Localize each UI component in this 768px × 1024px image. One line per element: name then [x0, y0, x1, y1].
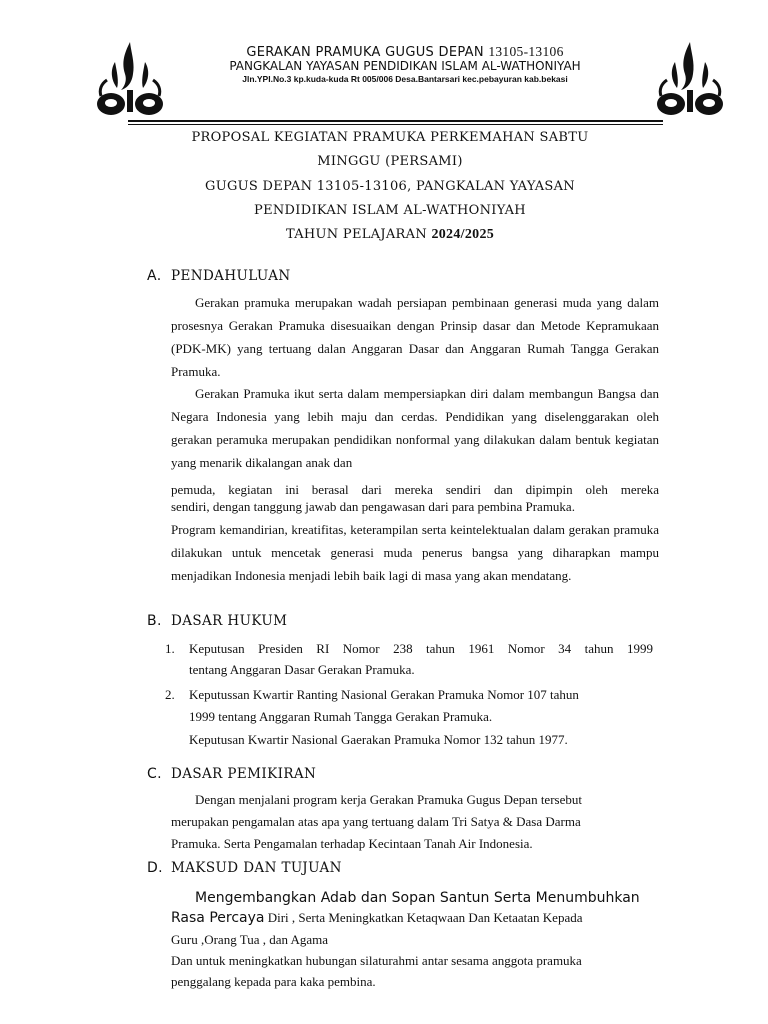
- section-d-line-4: Dan untuk meningkatkan hubungan silaturahmi antar sesama anggota pramuka: [171, 953, 582, 968]
- section-a-paragraph-1: [171, 291, 659, 383]
- section-c-line-2: merupakan pengamalan atas apa yang tertuang dalam Tri Satya & Dasa Darma: [171, 814, 581, 829]
- section-c-line-3: Pramuka. Serta Pengamalan terhadap Kecintaan Tanah Air Indonesia.: [171, 836, 533, 851]
- list-item-1-line-2: tentang Anggaran Dasar Gerakan Pramuka.: [189, 662, 415, 677]
- section-c-line-1: Dengan menjalani program kerja Gerakan Pramuka Gugus Depan tersebut: [195, 792, 582, 807]
- section-a-title: PENDAHULUAN: [171, 268, 291, 284]
- letterhead-address: Jln.YPI.No.3 kp.kuda-kuda Rt 005/006 Desa.Bantarsari kec.pebayuran kab.bekasi: [242, 74, 568, 84]
- list-item-1-line-1: Keputusan Presiden RI Nomor 238 tahun 1961 Nomor 34 tahun 1999: [189, 641, 653, 656]
- section-d-heading: [147, 860, 342, 876]
- section-d-letter: D.: [147, 860, 164, 876]
- section-a-heading: [147, 268, 291, 284]
- section-d-title: MAKSUD DAN TUJUAN: [171, 860, 342, 876]
- section-a-letter: A.: [147, 268, 162, 284]
- section-c-title: DASAR PEMIKIRAN: [171, 766, 317, 782]
- section-d-line-1: Mengembangkan Adab dan Sopan Santun Serta Menumbuhkan: [195, 890, 640, 906]
- title-year-label: TAHUN PELAJARAN: [285, 227, 432, 243]
- letterhead-institution: PANGKALAN YAYASAN PENDIDIKAN ISLAM AL-WATHONIYAH: [229, 59, 581, 73]
- section-d-line-2-emphasis: Rasa Percaya: [171, 910, 265, 926]
- section-d-line-2: [171, 910, 582, 926]
- title-line-1: PROPOSAL KEGIATAN PRAMUKA PERKEMAHAN SABTU: [191, 130, 589, 145]
- section-c-letter: C.: [147, 766, 163, 782]
- title-line-3: GUGUS DEPAN 13105-13106, PANGKALAN YAYASAN: [205, 178, 575, 194]
- letterhead-org-text: GERAKAN PRAMUKA GUGUS DEPAN: [246, 45, 489, 60]
- section-a-p1-text: Gerakan pramuka merupakan wadah persiapan pembinaan generasi muda yang dalam prosesnya Gerakan Pramuka disesuaikan dengan Prinsip dasar dan Metode Kepramukaan (PDK-MK) yang tertuang dalan Anggaran Dasar dan Anggaran Rumah Tangga Gerakan Pramuka.: [171, 295, 659, 379]
- scout-emblem-left: [95, 40, 165, 120]
- section-b-extra-line: Keputusan Kwartir Nasional Gaerakan Pramuka Nomor 132 tahun 1977.: [189, 732, 568, 747]
- section-b-heading: [147, 613, 287, 629]
- scout-emblem-right: [655, 40, 725, 120]
- section-a-p4-text: Program kemandirian, kreatifitas, keterampilan serta keintelektualan dalam gerakan pramuka dilakukan untuk mencetak generasi muda penerus bangsa yang diharapkan mampu menjadikan Indonesia menjadi lebih baik lagi di masa yang akan mendatang.: [171, 522, 659, 583]
- letterhead: [160, 45, 650, 85]
- list-item-2-number: 2.: [165, 687, 175, 702]
- title-year: 2024/2025: [431, 227, 495, 243]
- title-line-2: MINGGU (PERSAMI): [317, 154, 463, 170]
- section-b-title: DASAR HUKUM: [171, 613, 288, 629]
- section-d-line-2-rest: Diri , Serta Meningkatkan Ketaqwaan Dan Ketaatan Kepada: [264, 910, 583, 925]
- letterhead-divider-thick: [128, 120, 663, 122]
- letterhead-org: [160, 45, 650, 60]
- section-a-paragraph-2: [171, 382, 659, 474]
- section-a-p2-text: Gerakan Pramuka ikut serta dalam mempersiapkan diri dalam membangun Bangsa dan Negara Indonesia yang lebih maju dan cerdas. Pendidikan yang diselenggarakan oleh gerakan peramuka merupakan pendidikan nonformal yang dilakukan dalam bentuk kegiatan yang menarik dikalangan anak dan: [171, 386, 659, 470]
- list-item-2-line-2: 1999 tentang Anggaran Rumah Tangga Gerakan Pramuka.: [189, 709, 493, 724]
- letterhead-divider-thin: [128, 124, 663, 125]
- section-a-p3-line-2: sendiri, dengan tanggung jawab dan pengawasan dari para pembina Pramuka.: [171, 499, 575, 514]
- title-line-4: PENDIDIKAN ISLAM AL-WATHONIYAH: [254, 202, 526, 218]
- section-b-letter: B.: [147, 613, 162, 629]
- section-d-line-3: Guru ,Orang Tua , dan Agama: [171, 932, 329, 947]
- letterhead-org-number: 13105-13106: [488, 44, 564, 59]
- section-d-line-5: penggalang kepada para kaka pembina.: [171, 974, 376, 989]
- list-item-1-number: 1.: [165, 641, 175, 656]
- document-title: [140, 126, 640, 247]
- list-item-2-line-1: Keputussan Kwartir Ranting Nasional Gerakan Pramuka Nomor 107 tahun: [189, 687, 579, 702]
- section-c-heading: [147, 766, 316, 782]
- section-a-paragraph-4: [171, 518, 659, 587]
- title-line-5: [140, 223, 640, 247]
- section-a-p3-line-1: pemuda, kegiatan ini berasal dari mereka sendiri dan dipimpin oleh mereka: [171, 482, 659, 497]
